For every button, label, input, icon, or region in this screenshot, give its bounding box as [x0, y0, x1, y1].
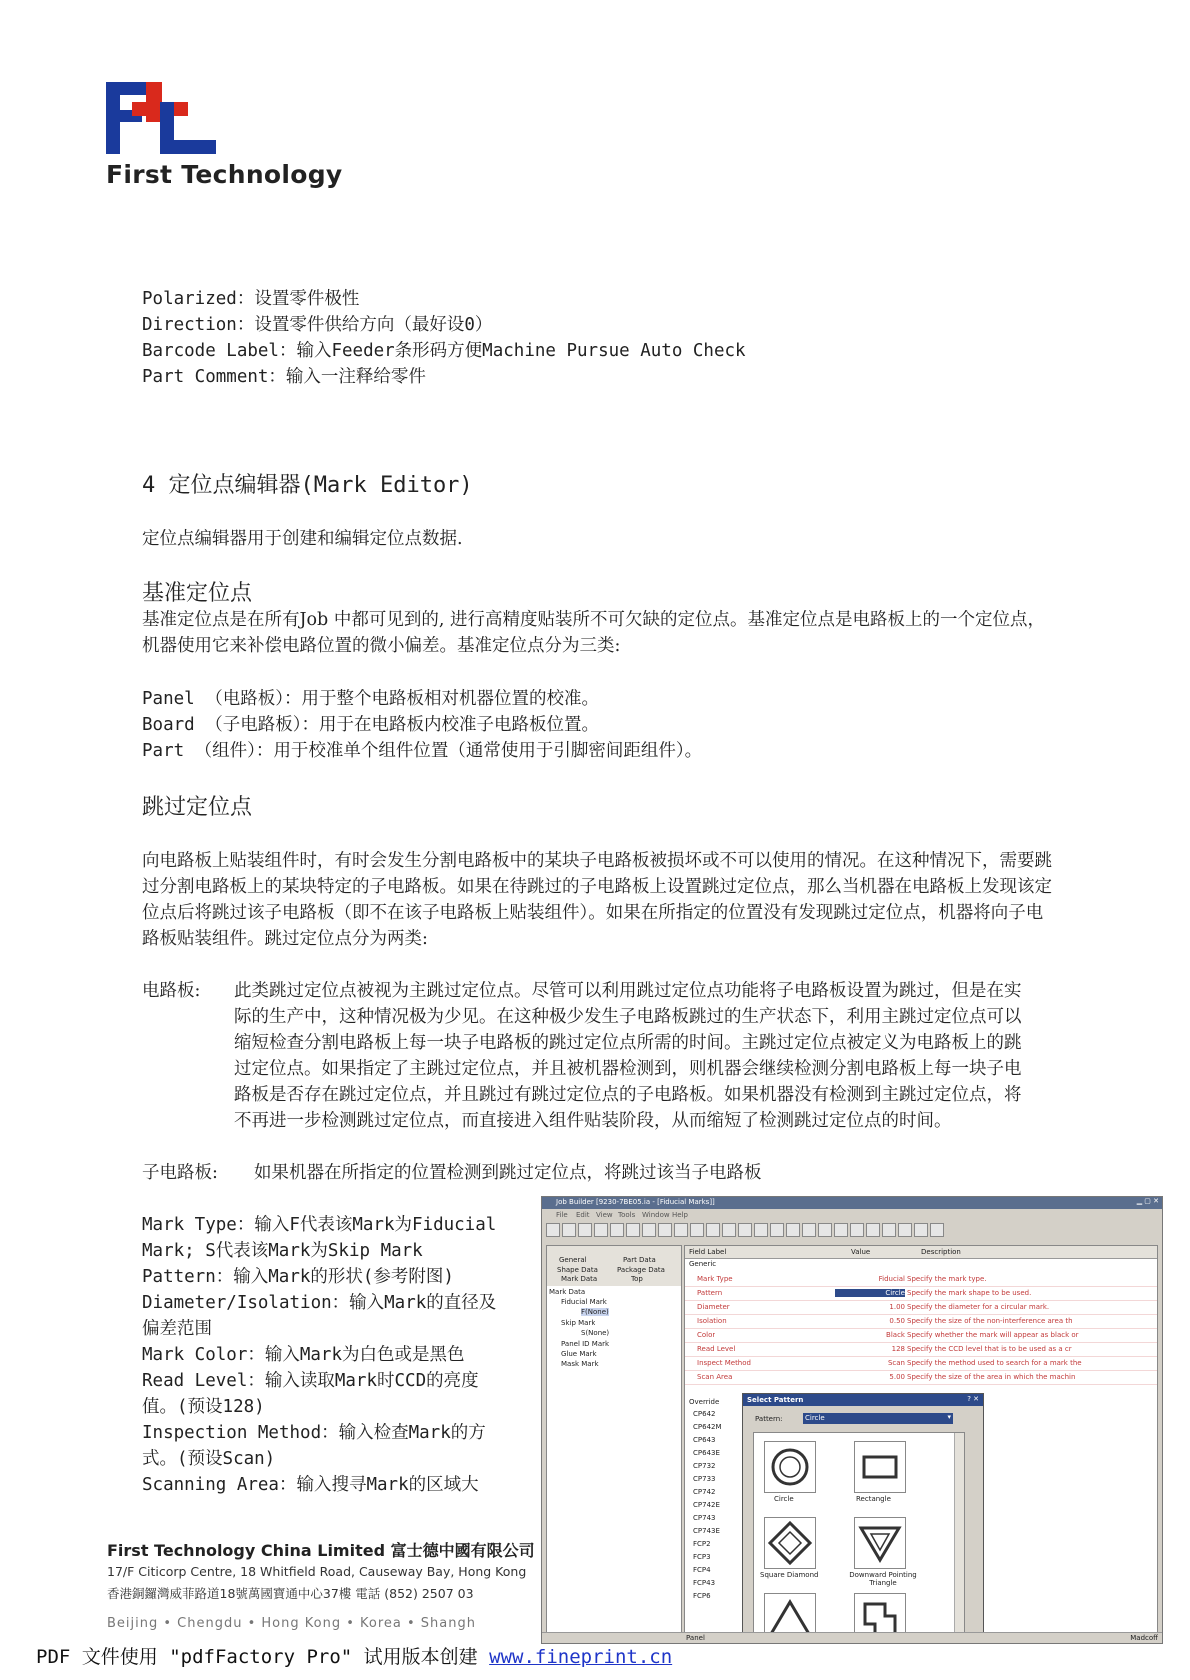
open-icon[interactable] [562, 1223, 576, 1237]
tab-mark-data[interactable]: Mark Data [561, 1275, 598, 1283]
tree-fiducial-mark[interactable]: Fiducial Mark [561, 1298, 607, 1306]
grid-row[interactable] [685, 1314, 1157, 1329]
pattern-label: Pattern: [755, 1415, 783, 1423]
skip-board-desc: 如果机器在所指定的位置检测到跳过定位点，将跳过该当子电路板 [254, 1163, 762, 1183]
skip-panel-term: 电路板: [142, 981, 201, 1001]
footer-company: First Technology China Limited 富士德中國有限公司 [107, 1541, 535, 1560]
override-item[interactable]: CP642M [693, 1423, 722, 1431]
triangle-down-pattern-option[interactable] [854, 1517, 906, 1569]
tree-glue-mark[interactable]: Glue Mark [561, 1350, 597, 1358]
grid-row-label: Inspect Method [697, 1359, 751, 1367]
field-pattern: Pattern：输入Mark的形状(参考附图) [142, 1267, 454, 1287]
triangle-down-pattern-label: Downward Pointing Triangle [849, 1571, 917, 1587]
dialog-titlebar [743, 1394, 983, 1406]
job-builder-screenshot [541, 1196, 1163, 1644]
tab-shape-data[interactable]: Shape Data [557, 1266, 598, 1274]
grid-row-description: Specify the size of the non-interference area th [907, 1317, 1073, 1325]
menu-file[interactable]: File [556, 1211, 568, 1219]
grid-row[interactable] [685, 1342, 1157, 1357]
brand-name: First Technology [106, 160, 343, 189]
grid-row-label: Scan Area [697, 1373, 733, 1381]
circle-pattern-option[interactable] [764, 1441, 816, 1493]
status-right: Madcoff [1130, 1634, 1158, 1642]
menu-view[interactable]: View [596, 1211, 613, 1219]
chevron-down-icon[interactable]: ▾ [947, 1413, 951, 1421]
override-item[interactable]: FCP4 [693, 1566, 711, 1574]
tool-icon[interactable] [722, 1223, 736, 1237]
tree-mask-mark[interactable]: Mask Mark [561, 1360, 599, 1368]
status-panel: Panel [686, 1634, 705, 1642]
fiducial-type-term: Part （组件）： [142, 741, 274, 761]
skip-paragraph: 向电路板上贴装组件时，有时会发生分割电路板中的某块子电路板被损坏或不可以使用的情况。在这种情况下，需要跳过分割电路板上的某块特定的子电路板。如果在待跳过的子电路板上设置跳过定位点，那么当机器在电路板上发现该定位点后将跳过该子电路板（即不在该子电路板上贴装组件）。如果在所指定的位置没有发现跳过定位点，机器将向子电路板贴装组件。跳过定位点分为两类: [142, 851, 1052, 949]
override-item[interactable]: CP643E [693, 1449, 720, 1457]
diamond-pattern-label: Square Diamond [760, 1571, 819, 1579]
window-controls[interactable]: ▁ ▢ ✕ [1136, 1197, 1159, 1205]
tab-top[interactable]: Top [631, 1275, 643, 1283]
dialog-title: Select Pattern [747, 1396, 804, 1404]
pattern-select[interactable] [803, 1413, 953, 1424]
grid-row-value[interactable]: Fiducial [878, 1275, 905, 1283]
grid-row[interactable] [685, 1286, 1157, 1301]
grid-header-value[interactable]: Value [851, 1248, 871, 1256]
fineprint-link[interactable]: www.fineprint.cn [489, 1646, 673, 1668]
grid-row-description: Specify the mark type. [907, 1275, 987, 1283]
override-item[interactable]: CP733 [693, 1475, 716, 1483]
fiducial-heading: 基准定位点 [142, 581, 253, 606]
tab-package-data[interactable]: Package Data [617, 1266, 665, 1274]
grid-row-value[interactable]: Black [886, 1331, 905, 1339]
grid-group-generic[interactable]: Generic [689, 1260, 717, 1268]
grid-row-description: Specify the size of the area in which the machin [907, 1373, 1076, 1381]
tool-icon[interactable] [866, 1223, 880, 1237]
tool-icon[interactable] [834, 1223, 848, 1237]
grid-row[interactable] [685, 1272, 1157, 1287]
menu-help[interactable]: Help [672, 1211, 688, 1219]
section-description: 定位点编辑器用于创建和编辑定位点数据. [142, 529, 463, 549]
fiducial-type-term: Panel （电路板）： [142, 689, 302, 709]
tool-icon[interactable] [802, 1223, 816, 1237]
pdf-note: PDF 文件使用 "pdfFactory Pro" 试用版本创建 [36, 1646, 478, 1668]
tool-icon[interactable] [786, 1223, 800, 1237]
field-mark-type: Mark Type：输入F代表该Mark为Fiducial Mark; S代表该Mark为Skip Mark [142, 1215, 497, 1261]
field-mark-color: Mark Color：输入Mark为白色或是黑色 [142, 1345, 465, 1365]
zoom-out-icon[interactable] [658, 1223, 672, 1237]
override-item[interactable]: CP732 [693, 1462, 716, 1470]
grid-row-description: Specify whether the mark will appear as black or [907, 1331, 1079, 1339]
binoculars-icon[interactable] [626, 1223, 640, 1237]
grid-row-description: Specify the CCD level that is to be used as a cr [907, 1345, 1072, 1353]
grid-row-label: Diameter [697, 1303, 730, 1311]
triangle-down-icon [855, 1518, 905, 1568]
grid-group-override[interactable]: Override [689, 1398, 720, 1406]
tool-icon[interactable] [754, 1223, 768, 1237]
fiducial-paragraph: 基准定位点是在所有Job 中都可见到的, 进行高精度贴装所不可欠缺的定位点。基准定位点是电路板上的一个定位点，机器使用它来补偿电路位置的微小偏差。基准定位点分为三类: [142, 610, 1045, 656]
window-title: Job Builder [9230-7BE05.ia - [Fiducial Marks]] [556, 1198, 715, 1206]
grid-header-label[interactable]: Field Label [689, 1248, 727, 1256]
override-item[interactable]: CP743 [693, 1514, 716, 1522]
pdf-note-line [36, 1642, 672, 1669]
override-item[interactable]: CP642 [693, 1410, 716, 1418]
fiducial-type-desc: 用于整个电路板相对机器位置的校准。 [301, 689, 599, 709]
grid-row-label: Isolation [697, 1317, 727, 1325]
tab-general[interactable]: General [559, 1256, 587, 1264]
override-item[interactable]: CP742E [693, 1501, 720, 1509]
fiducial-type-desc: 用于校准单个组件位置（通常使用于引脚密间距组件）。 [273, 741, 703, 761]
grid-header [685, 1246, 1157, 1259]
pattern-select-value: Circle [805, 1414, 825, 1422]
section-heading: 4 定位点编辑器(Mark Editor) [142, 473, 473, 498]
grid-row[interactable] [685, 1356, 1157, 1371]
grid-row[interactable] [685, 1370, 1157, 1385]
fiducial-type-board [142, 712, 599, 738]
grid-row-label: Mark Type [697, 1275, 733, 1283]
field-scanning-area: Scanning Area：输入搜寻Mark的区域大 [142, 1475, 479, 1495]
tool-icon[interactable] [770, 1223, 784, 1237]
override-item[interactable]: FCP6 [693, 1592, 711, 1600]
intro-barcode: Barcode Label：输入Feeder条形码方便Machine Pursue Auto Check [142, 341, 746, 361]
close-icon[interactable]: ? ✕ [967, 1395, 979, 1403]
toolbar [546, 1223, 1158, 1241]
intro-direction: Direction：设置零件供给方向（最好设0） [142, 315, 493, 335]
grid-row-label: Read Level [697, 1345, 736, 1353]
grid-icon[interactable] [706, 1223, 720, 1237]
tool-icon[interactable] [898, 1223, 912, 1237]
circle-icon [765, 1442, 815, 1492]
grid-row-value[interactable]: 1.00 [889, 1303, 905, 1311]
footer-address: 17/F Citicorp Centre, 18 Whitfield Road, Causeway Bay, Hong Kong [107, 1564, 527, 1579]
tool-icon[interactable] [818, 1223, 832, 1237]
delete-icon[interactable] [594, 1223, 608, 1237]
rectangle-icon [855, 1442, 905, 1492]
zoom-in-icon[interactable] [642, 1223, 656, 1237]
tree-panel-id-mark[interactable]: Panel ID Mark [561, 1340, 610, 1348]
grid-row-value[interactable]: Circle [835, 1289, 905, 1297]
window-titlebar [542, 1197, 1162, 1209]
tree-skip-mark[interactable]: Skip Mark [561, 1319, 596, 1327]
grid-row-description: Specify the method used to search for a mark the [907, 1359, 1082, 1367]
override-item[interactable]: FCP2 [693, 1540, 711, 1548]
tool-icon[interactable] [850, 1223, 864, 1237]
skip-board-term: 子电路板: [142, 1163, 218, 1183]
rectangle-pattern-label: Rectangle [856, 1495, 891, 1503]
new-icon[interactable] [546, 1223, 560, 1237]
grid-row-label: Color [697, 1331, 716, 1339]
field-diameter: Diameter/Isolation：输入Mark的直径及偏差范围 [142, 1293, 497, 1339]
left-tabs [547, 1246, 681, 1286]
tool-icon[interactable] [914, 1223, 928, 1237]
menu-edit[interactable]: Edit [576, 1211, 590, 1219]
tab-part-data[interactable]: Part Data [623, 1256, 656, 1264]
rectangle-pattern-option[interactable] [854, 1441, 906, 1493]
left-pane [546, 1245, 682, 1633]
footer-address-cn: 香港銅鑼灣威菲路道18號萬國寶通中心37樓 電話 (852) 2507 03 [107, 1586, 474, 1601]
circle-pattern-label: Circle [774, 1495, 794, 1503]
grid-row-value[interactable]: 0.50 [889, 1317, 905, 1325]
tool-icon[interactable] [882, 1223, 896, 1237]
intro-polarized: Polarized：设置零件极性 [142, 289, 360, 309]
intro-comment: Part Comment：输入一注释给零件 [142, 367, 426, 387]
company-logo [106, 82, 218, 158]
tool-icon[interactable] [738, 1223, 752, 1237]
tree-fiducial-none[interactable]: F(None) [581, 1308, 609, 1316]
diamond-icon [765, 1518, 815, 1568]
grid-row-value[interactable]: 128 [891, 1345, 905, 1353]
grid-row-description: Specify the mark shape to be used. [907, 1289, 1032, 1297]
field-read-level: Read Level：输入读取Mark时CCD的亮度值。(预设128) [142, 1371, 479, 1417]
grid-row-label: Pattern [697, 1289, 723, 1297]
menu-window[interactable]: Window [642, 1211, 670, 1219]
grid-row[interactable] [685, 1328, 1157, 1343]
tool-icon[interactable] [930, 1223, 944, 1237]
fiducial-type-part [142, 738, 702, 764]
menu-bar [542, 1209, 1162, 1221]
override-item[interactable]: CP742 [693, 1488, 716, 1496]
override-item[interactable]: CP743E [693, 1527, 720, 1535]
override-item[interactable]: CP643 [693, 1436, 716, 1444]
grid-row-value[interactable]: 5.00 [889, 1373, 905, 1381]
print-icon[interactable] [610, 1223, 624, 1237]
zoom-window-icon[interactable] [690, 1223, 704, 1237]
gallery-scrollbar[interactable] [954, 1433, 964, 1637]
field-inspection-method: Inspection Method：输入检查Mark的方式。(预设Scan) [142, 1423, 486, 1469]
fiducial-type-desc: 用于在电路板内校准子电路板位置。 [318, 715, 599, 735]
menu-tools[interactable]: Tools [618, 1211, 636, 1219]
tree-skip-none[interactable]: S(None) [581, 1329, 610, 1337]
grid-header-description[interactable]: Description [921, 1248, 961, 1256]
override-item[interactable]: FCP43 [693, 1579, 716, 1587]
grid-row-value[interactable]: Scan [887, 1359, 905, 1367]
fiducial-type-term: Board （子电路板）： [142, 715, 319, 735]
diamond-pattern-option[interactable] [764, 1517, 816, 1569]
fiducial-type-panel [142, 686, 599, 712]
save-icon[interactable] [578, 1223, 592, 1237]
grid-row[interactable] [685, 1300, 1157, 1315]
select-pattern-dialog [742, 1393, 984, 1641]
pattern-gallery [753, 1432, 965, 1638]
grid-row-description: Specify the diameter for a circular mark. [907, 1303, 1050, 1311]
skip-heading: 跳过定位点 [142, 795, 253, 820]
override-item[interactable]: FCP3 [693, 1553, 711, 1561]
skip-panel-desc: 此类跳过定位点被视为主跳过定位点。尽管可以利用跳过定位点功能将子电路板设置为跳过，但是在实际的生产中，这种情况极为少见。在这种极少发生子电路板跳过的生产状态下，利用主跳过定位点可以缩短检查分割电路板上每一块子电路板的跳过定位点所需的时间。主跳过定位点被定义为电路板上的跳过定位点。如果指定了主跳过定位点，并且被机器检测到，则机器会继续检测分割电路板上每一块子电路板是否存在跳过定位点，并且跳过有跳过定位点的子电路板。如果机器没有检测到主跳过定位点，将不再进一步检测跳过定位点，而直接进入组件贴装阶段，从而缩短了检测跳过定位点的时间。 [234, 981, 1022, 1131]
zoom-fit-icon[interactable] [674, 1223, 688, 1237]
tree-root[interactable]: Mark Data [549, 1288, 586, 1296]
footer-cities: Beijing • Chengdu • Hong Kong • Korea • Shangh [107, 1616, 476, 1631]
